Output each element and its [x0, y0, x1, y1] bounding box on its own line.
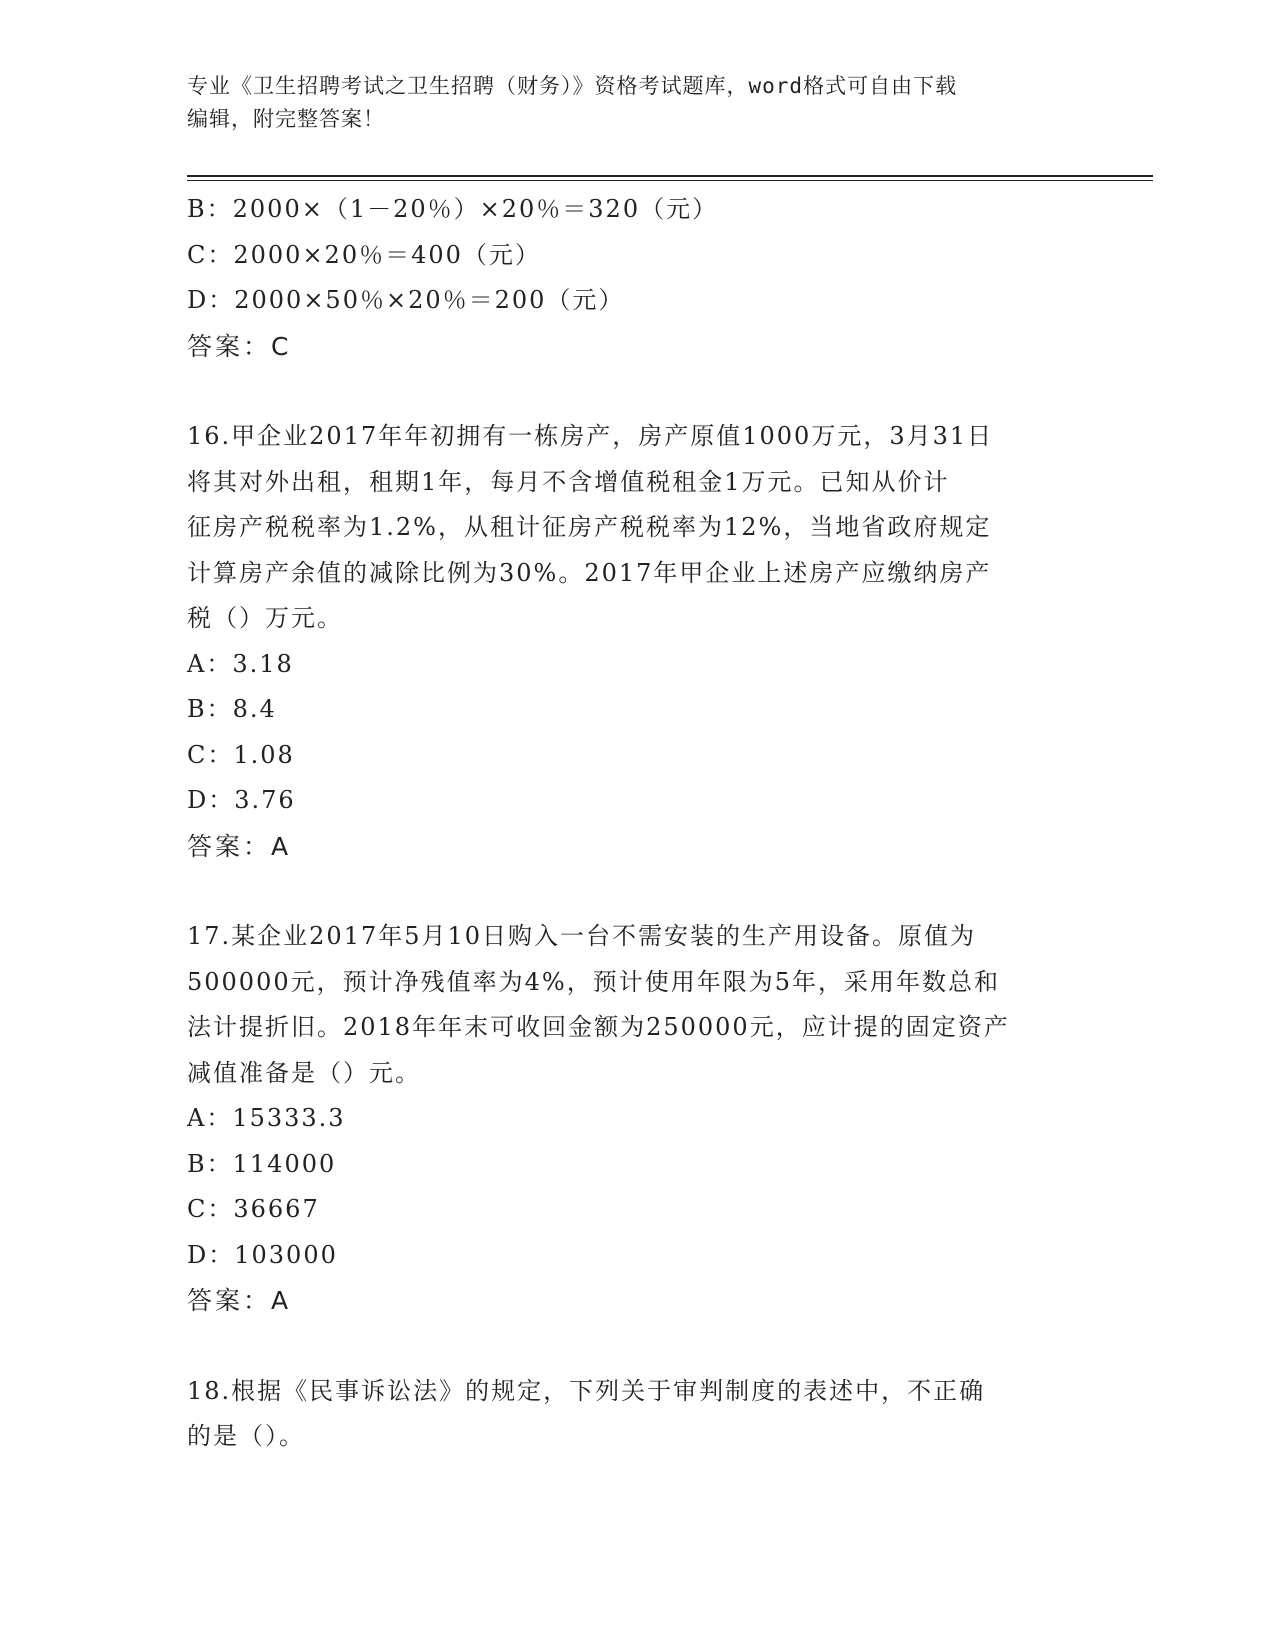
option-c: C：1.08 — [187, 740, 295, 769]
question-text-line: 16.甲企业2017年年初拥有一栋房产，房产原值1000万元，3月31日 — [187, 422, 994, 450]
option-a: A：15333.3 — [187, 1104, 346, 1132]
spacer — [187, 1324, 1087, 1369]
question-18 — [187, 1369, 1087, 1460]
option-c: C：36667 — [187, 1195, 320, 1223]
question-text-line: 征房产税税率为1.2%，从租计征房产税税率为12%，当地省政府规定 — [187, 513, 992, 541]
question-text-line: 18.根据《民事诉讼法》的规定，下列关于审判制度的表述中，不正确 — [187, 1376, 986, 1405]
option-a: A：3.18 — [187, 649, 294, 678]
header-divider — [187, 175, 1153, 181]
spacer — [187, 369, 1087, 414]
question-17 — [187, 914, 1087, 1324]
question-text-line: 减值准备是（）元。 — [187, 1058, 421, 1087]
question-16 — [187, 414, 1087, 869]
option-c: C：2000×20％＝400（元） — [187, 240, 541, 269]
question-text-line: 计算房产余值的减除比例为30%。2017年甲企业上述房产应缴纳房产 — [187, 558, 992, 587]
document-body — [187, 187, 1087, 1460]
question-text-line: 法计提折旧。2018年年末可收回金额为250000元，应计提的固定资产 — [187, 1013, 1010, 1041]
question-text-line: 税（）万元。 — [187, 604, 343, 632]
question-text-line: 将其对外出租，租期1年，每月不含增值税租金1万元。已知从价计 — [187, 467, 950, 496]
question-text-line: 的是（）。 — [187, 1422, 305, 1450]
question-text-line: 500000元，预计净残值率为4%，预计使用年限为5年，采用年数总和 — [187, 967, 1000, 996]
option-b: B：114000 — [187, 1149, 337, 1178]
question-15-tail — [187, 187, 1087, 369]
header-line-2: 编辑，附完整答案！ — [187, 107, 385, 131]
header-line-1: 专业《卫生招聘考试之卫生招聘（财务）》资格考试题库，word格式可自由下载 — [187, 74, 958, 98]
spacer — [187, 869, 1087, 914]
question-text-line: 17.某企业2017年5月10日购入一台不需安装的生产用设备。原值为 — [187, 922, 977, 950]
option-b: B：8.4 — [187, 695, 277, 723]
answer: 答案：C — [187, 331, 292, 361]
option-d: D：2000×50％×20％＝200（元） — [187, 286, 625, 314]
option-d: D：103000 — [187, 1240, 338, 1269]
option-b: B：2000×（1－20％）×20％＝320（元） — [187, 195, 719, 223]
answer: 答案：A — [187, 831, 292, 861]
answer: 答案：A — [187, 1286, 292, 1315]
page-header — [187, 70, 1087, 136]
option-d: D：3.76 — [187, 786, 296, 814]
